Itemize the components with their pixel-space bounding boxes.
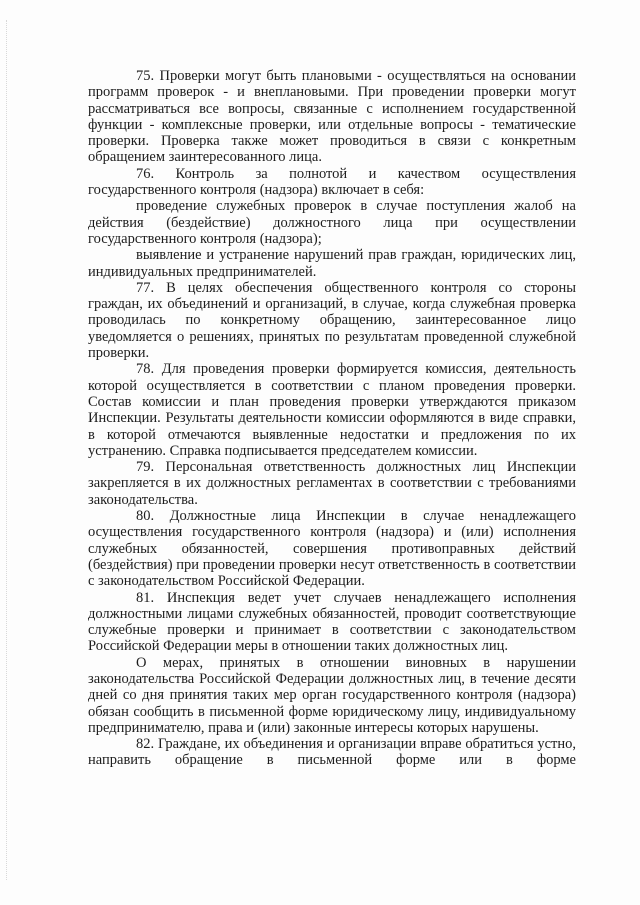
paragraph-76: 76. Контроль за полнотой и качеством осуществления государственного контроля (надзора) включает в себя: [88,165,576,199]
paragraph-78: 78. Для проведения проверки формируется комиссия, деятельность которой осуществляется в соответствии с планом проведения проверки. Состав комиссии и план проведения проверки утверждаются приказом Инспекции. Результаты деятельности комиссии оформляются в виде справки, в которой отмечаются выявленные недостатки и предложения по их устранению. Справка подписывается председателем комиссии. [88,361,576,459]
paragraph-80: 80. Должностные лица Инспекции в случае ненадлежащего осуществления государственного контроля (надзора) и (или) исполнения служебных обязанностей, совершения противоправных действий (бездействия) при проведении проверки несут ответственность в соответствии с законодательством Российской Федерации. [88,508,576,590]
paragraph-81: 81. Инспекция ведет учет случаев ненадлежащего исполнения должностными лицами служебных обязанностей, проводит соответствующие служебные проверки и принимает в соответствии с законодательством Российской Федерации меры в отношении таких должностных лиц. [88,589,576,655]
paragraph-82: 82. Граждане, их объединения и организации вправе обратиться устно, направить обращение в письменной форме или в форме [88,736,576,769]
paragraph-79: 79. Персональная ответственность должностных лиц Инспекции закрепляется в их должностных регламентах в соответствии с требованиями законодательства. [88,459,576,508]
scan-edge-artifact [6,20,9,880]
document-text [88,68,576,769]
paragraph-76-item-1: проведение служебных проверок в случае поступления жалоб на действия (бездействие) должностного лица при осуществлении государственного контроля (надзора); [88,198,576,247]
paragraph-76-item-2: выявление и устранение нарушений прав граждан, юридических лиц, индивидуальных предпринимателей. [88,247,576,280]
paragraph-77: 77. В целях обеспечения общественного контроля со стороны граждан, их объединений и организаций, в случае, когда служебная проверка проводилась по конкретному обращению, заинтересованное лицо уведомляется о решениях, принятых по результатам проведенной служебной проверки. [88,279,576,362]
paragraph-81-notice: О мерах, принятых в отношении виновных в нарушении законодательства Российской Федерации должностных лиц, в течение десяти дней со дня принятия таких мер орган государственного контроля (надзора) обязан сообщить в письменной форме юридическому лицу, индивидуальному предпринимателю, права и (или) законные интересы которых нарушены. [88,654,576,736]
paragraph-75: 75. Проверки могут быть плановыми - осуществляться на основании программ проверок - и внеплановыми. При проведении проверки могут рассматриваться все вопросы, связанные с исполнением государственной функции - комплексные проверки, или отдельные вопросы - тематические проверки. Проверка также может проводиться в связи с конкретным обращением заинтересованного лица. [88,68,576,166]
